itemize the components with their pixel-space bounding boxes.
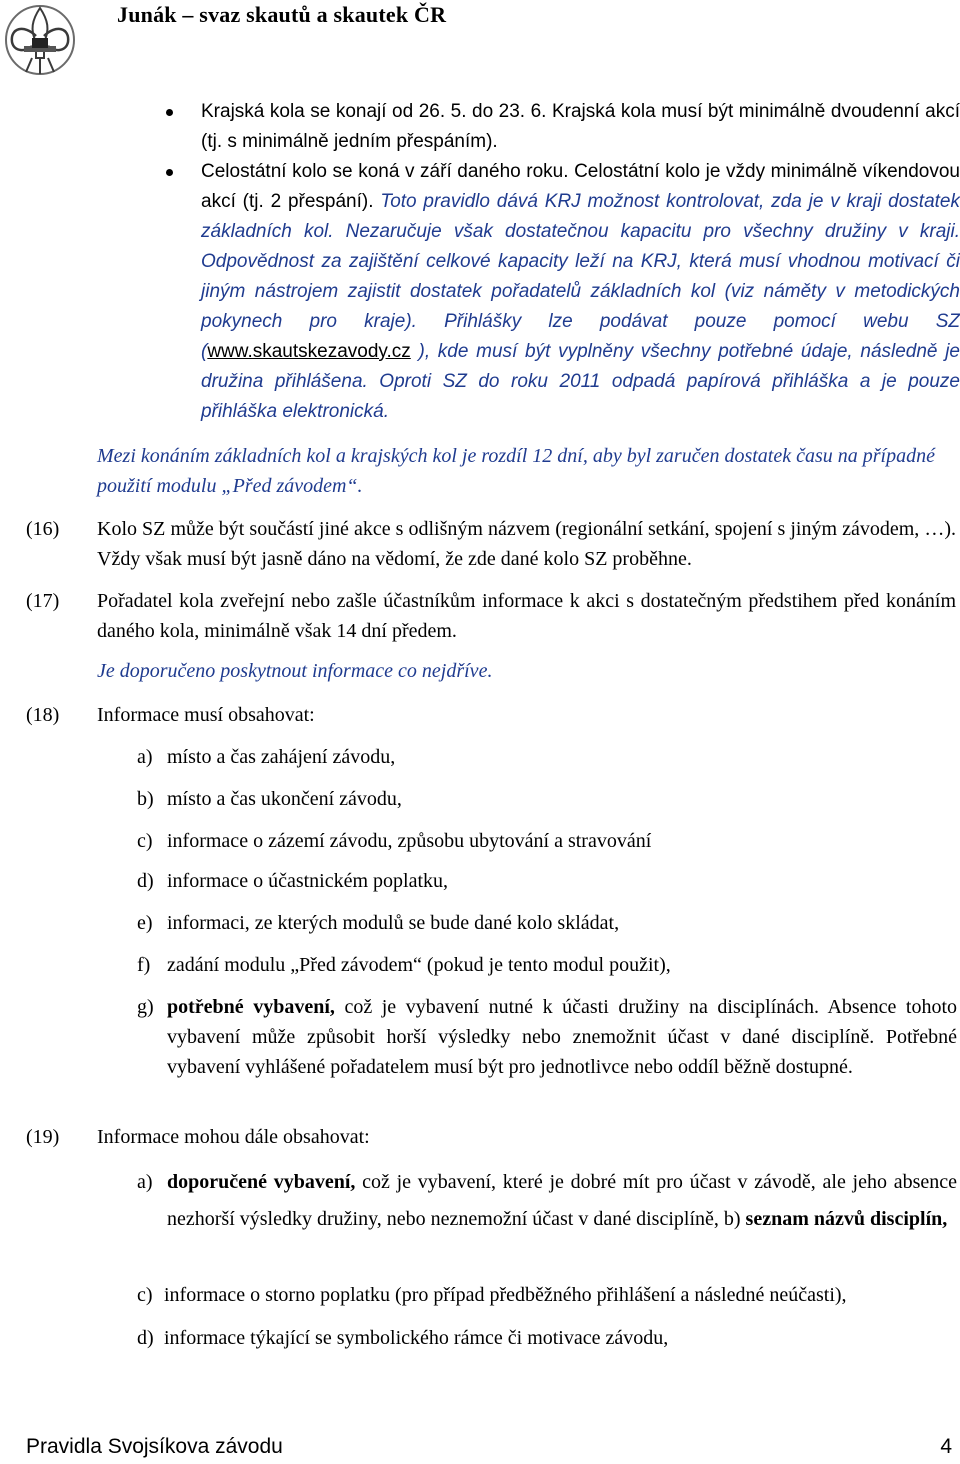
list-label: f) [137, 954, 151, 976]
bullet-note: Toto pravidlo dává KRJ možnost kontrolovat, zda je v kraji dostatek základních kol. Nezaručuje však dostatečnou kapacitu pro všechny družiny v kraji. Odpovědnost za zajištění celkové kapacity leží na KRJ, která musí vhodnou motivací či jiným nástrojem zajistit dostatek pořadatelů základních kol (viz náměty v metodických pokynech pro kraje). Přihlášky lze podávat pouze pomocí webu SZ ( [201, 191, 960, 362]
list-item [137, 992, 957, 1082]
list-text: informace o storno poplatku (pro případ předběžného přihlášení a následné neúčasti), [164, 1284, 847, 1306]
list-item [137, 742, 957, 772]
item-number: (19) [26, 1126, 60, 1148]
item-17 [26, 586, 956, 646]
list-text: informace týkající se symbolického rámce či motivace závodu, [164, 1327, 669, 1349]
header-org-title: Junák – svaz skautů a skautek ČR [117, 2, 447, 27]
bullet-dot-icon [166, 109, 173, 116]
list-item [137, 1323, 957, 1353]
note-paragraph: Je doporučeno poskytnout informace co nejdříve. [97, 660, 493, 682]
item-text: Pořadatel kola zveřejní nebo zašle účastníkům informace k akci s dostatečným předstihem před konáním daného kola, minimálně však 14 dní předem. [97, 590, 956, 642]
list-item [137, 784, 957, 814]
list-label: b) [137, 788, 154, 810]
list-item [137, 908, 957, 938]
list-label: a) [137, 1171, 153, 1193]
list-text [167, 1164, 957, 1238]
bullet-note-cont: ), kde musí být vyplněny všechny potřebné údaje, následně je družina přihlášena. Oproti SZ do roku 2011 odpadá papírová přihláška a je pouze přihláška elektronická. [201, 341, 960, 422]
item-text: Informace mohou dále obsahovat: [97, 1126, 370, 1148]
list-text [167, 992, 957, 1082]
item-number: (17) [26, 590, 60, 612]
list-item [137, 826, 957, 856]
list-text: informace o účastnickém poplatku, [167, 870, 449, 892]
list-label: d) [137, 870, 154, 892]
list-label: c) [137, 1284, 153, 1306]
bullet-text: Krajská kola se konají od 26. 5. do 23. 6. Krajská kola musí být minimálně dvoudenní akcí (tj. s minimálně jedním přespáním). [201, 101, 960, 152]
list-rest: což je vybavení, které je dobré mít pro účast v závodě, ale jeho absence nezhorší výsledky družiny, nebo neznemožní účast v dané disciplíně, b) [167, 1171, 957, 1230]
item-18 [26, 700, 956, 730]
list-text: informace o zázemí závodu, způsobu ubytování a stravování [167, 830, 652, 852]
item-number: (18) [26, 704, 60, 726]
list-item [137, 866, 957, 896]
list-bold: doporučené vybavení, [167, 1171, 356, 1193]
bullet-item [160, 157, 960, 427]
list-label: e) [137, 912, 153, 934]
list-bold-2: seznam názvů disciplín, [745, 1208, 948, 1230]
page-number: 4 [940, 1435, 952, 1458]
item-text: Kolo SZ může být součástí jiné akce s odlišným názvem (regionální setkání, spojení s jiným závodem, …). Vždy však musí být jasně dáno na vědomí, že zde dané kolo SZ proběhne. [97, 518, 956, 570]
list-bold: potřebné vybavení, [167, 996, 335, 1018]
bullet-text: Celostátní kolo se koná v září daného roku. Celostátní kolo je vždy minimálně víkendovou akcí (tj. 2 přespání). [201, 161, 960, 212]
item-16 [26, 514, 956, 574]
list-item [137, 950, 957, 980]
bullet-dot-icon [166, 169, 173, 176]
junak-logo-icon [2, 2, 78, 78]
list-label: g) [137, 996, 154, 1018]
list-item [137, 1164, 957, 1238]
list-label: c) [137, 830, 153, 852]
item-text: Informace musí obsahovat: [97, 704, 315, 726]
item-19 [26, 1122, 956, 1152]
list-text: místo a čas ukončení závodu, [167, 788, 402, 810]
skautskezavody-link[interactable]: www.skautskezavody.cz [207, 341, 411, 362]
bullet-list [160, 97, 960, 427]
list-text: zadání modulu „Před závodem“ (pokud je tento modul použit), [167, 954, 671, 976]
list-label: a) [137, 746, 153, 768]
list-label: d) [137, 1327, 154, 1349]
list-item [137, 1280, 957, 1310]
item-number: (16) [26, 518, 60, 540]
bullet-item [160, 97, 960, 157]
list-text: informaci, ze kterých modulů se bude dané kolo skládat, [167, 912, 620, 934]
list-rest: což je vybavení nutné k účasti družiny na disciplínách. Absence tohoto vybavení může způsobit horší výsledky nebo znemožnit účast v dané disciplíně. Potřebné vybavení vyhlášené pořadatelem musí být pro jednotlivce nebo oddíl běžně dostupné. [167, 996, 957, 1078]
list-text: místo a čas zahájení závodu, [167, 746, 396, 768]
footer-title: Pravidla Svojsíkova závodu [26, 1435, 283, 1458]
note-paragraph: Mezi konáním základních kol a krajských kol je rozdíl 12 dní, aby byl zaručen dostatek času na případné použití modulu „Před závodem“. [97, 445, 935, 497]
